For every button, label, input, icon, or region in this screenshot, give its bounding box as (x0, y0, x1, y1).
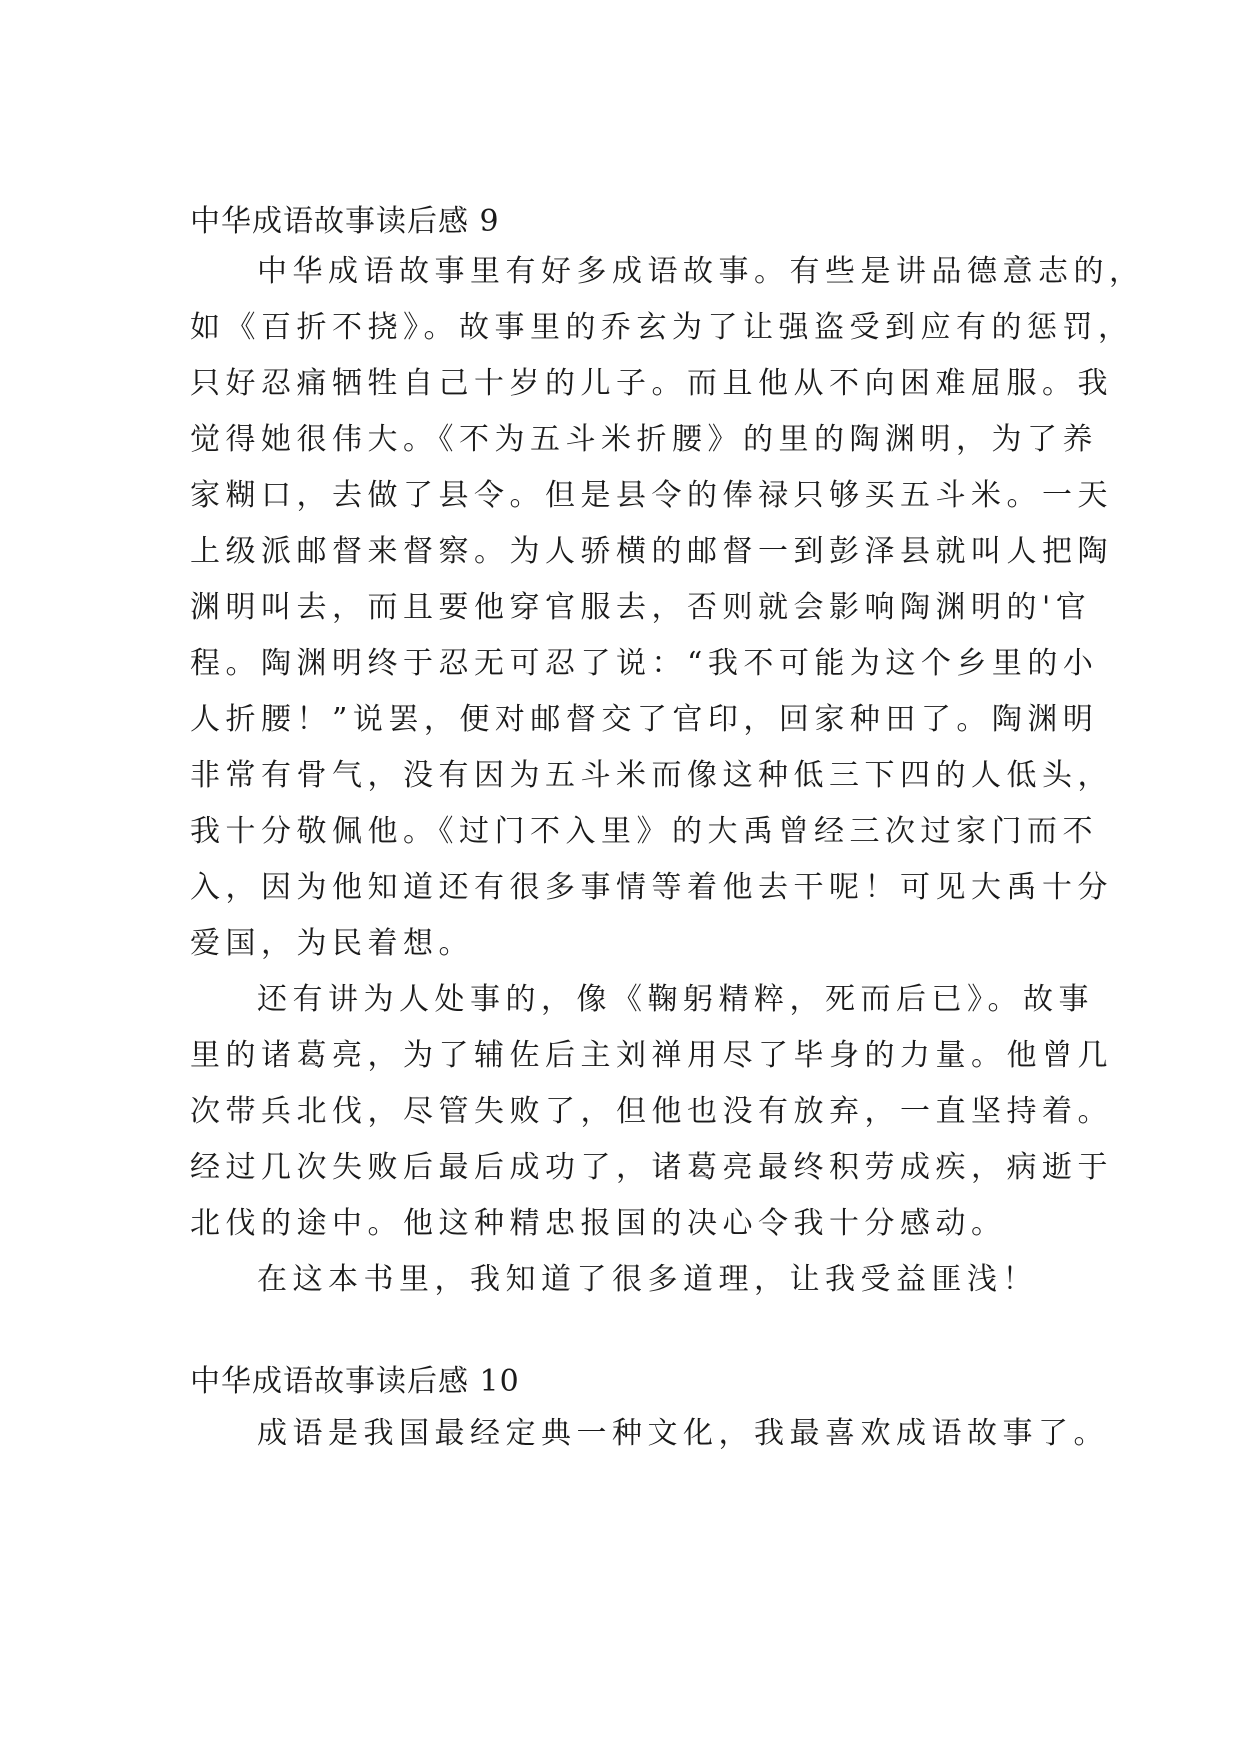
paragraph-line: 经过几次失败后最后成功了，诸葛亮最终积劳成疾，病逝于 (190, 1150, 1113, 1185)
paragraph-line: 次带兵北伐，尽管失败了，但他也没有放弃，一直坚持着。 (190, 1094, 1113, 1129)
paragraph-line: 里的诸葛亮，为了辅佐后主刘禅用尽了毕身的力量。他曾几 (190, 1038, 1113, 1073)
paragraph-line: 北伐的途中。他这种精忠报国的决心令我十分感动。 (190, 1206, 1007, 1241)
paragraph-line: 爱国，为民着想。 (190, 926, 474, 961)
section-heading: 中华成语故事读后感 9 (190, 204, 500, 239)
paragraph-line: 只好忍痛牺牲自己十岁的儿子。而且他从不向困难屈服。我 (190, 366, 1113, 401)
paragraph-line: 在这本书里，我知道了很多道理，让我受益匪浅！ (257, 1262, 1038, 1297)
paragraph-line: 家糊口，去做了县令。但是县令的俸禄只够买五斗米。一天 (190, 478, 1113, 513)
paragraph-line: 入，因为他知道还有很多事情等着他去干呢！可见大禹十分 (190, 870, 1113, 905)
paragraph-line: 觉得她很伟大。《不为五斗米折腰》的里的陶渊明，为了养 (190, 422, 1098, 457)
paragraph-line: 非常有骨气，没有因为五斗米而像这种低三下四的人低头， (190, 758, 1113, 793)
paragraph-line: 还有讲为人处事的，像《鞠躬精粹，死而后已》。故事 (257, 982, 1094, 1017)
paragraph-line: 上级派邮督来督察。为人骄横的邮督一到彭泽县就叫人把陶 (190, 534, 1113, 569)
paragraph-line: 渊明叫去，而且要他穿官服去，否则就会影响陶渊明的'官 (190, 590, 1092, 625)
paragraph-line: 中华成语故事里有好多成语故事。有些是讲品德意志的， (257, 254, 1145, 289)
paragraph-line: 如《百折不挠》。故事里的乔玄为了让强盗受到应有的惩罚， (190, 310, 1134, 345)
paragraph-line: 成语是我国最经定典一种文化，我最喜欢成语故事了。 (257, 1416, 1109, 1451)
paragraph-line: 人折腰！”说罢，便对邮督交了官印，回家种田了。陶渊明 (190, 702, 1099, 737)
paragraph-line: 我十分敬佩他。《过门不入里》的大禹曾经三次过家门而不 (190, 814, 1098, 849)
paragraph-line: 程。陶渊明终于忍无可忍了说：“我不可能为这个乡里的小 (190, 646, 1099, 681)
section-heading: 中华成语故事读后感 10 (190, 1364, 520, 1399)
